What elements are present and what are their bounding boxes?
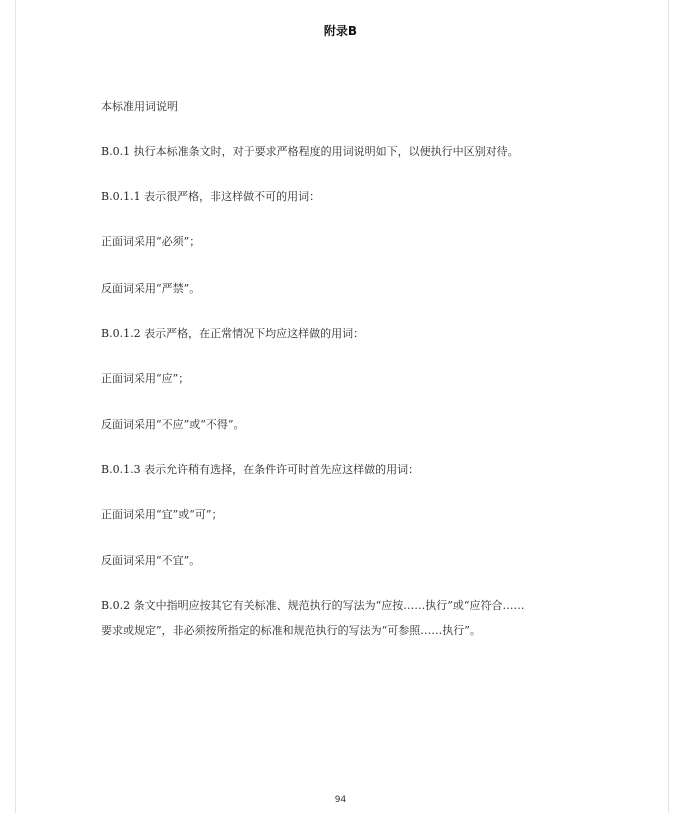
negative-term-forbid: 反面词采用“严禁”。: [101, 282, 201, 295]
section-heading: 本标准用词说明: [101, 100, 178, 113]
clause-b-0-2-line-2: 要求或规定”，非必须按所指定的标准和规范执行的写法为“可参照……执行”。: [101, 624, 481, 637]
positive-term-should: 正面词采用“应”；: [101, 372, 190, 385]
positive-term-may: 正面词采用“宜”或“可”；: [101, 508, 223, 521]
clause-b-0-1-3: B.0.1.3 表示允许稍有选择，在条件许可时首先应这样做的用词：: [101, 463, 420, 476]
negative-term-should-not: 反面词采用“不应”或“不得”。: [101, 418, 245, 431]
appendix-title: 附录B: [323, 24, 358, 38]
clause-b-0-1: B.0.1 执行本标准条文时，对于要求严格程度的用词说明如下，以便执行中区别对待。: [101, 145, 519, 158]
clause-b-0-1-1: B.0.1.1 表示很严格，非这样做不可的用词：: [101, 190, 321, 203]
clause-b-0-2-line-1: B.0.2 条文中指明应按其它有关标准、规范执行的写法为“应按……执行”或“应符合……: [101, 599, 525, 612]
positive-term-must: 正面词采用“必须”；: [101, 235, 201, 248]
page-number: 94: [334, 795, 347, 805]
clause-b-0-1-2: B.0.1.2 表示严格，在正常情况下均应这样做的用词：: [101, 327, 365, 340]
negative-term-not-advisable: 反面词采用“不宜”。: [101, 554, 201, 567]
page-border: [15, 0, 669, 813]
